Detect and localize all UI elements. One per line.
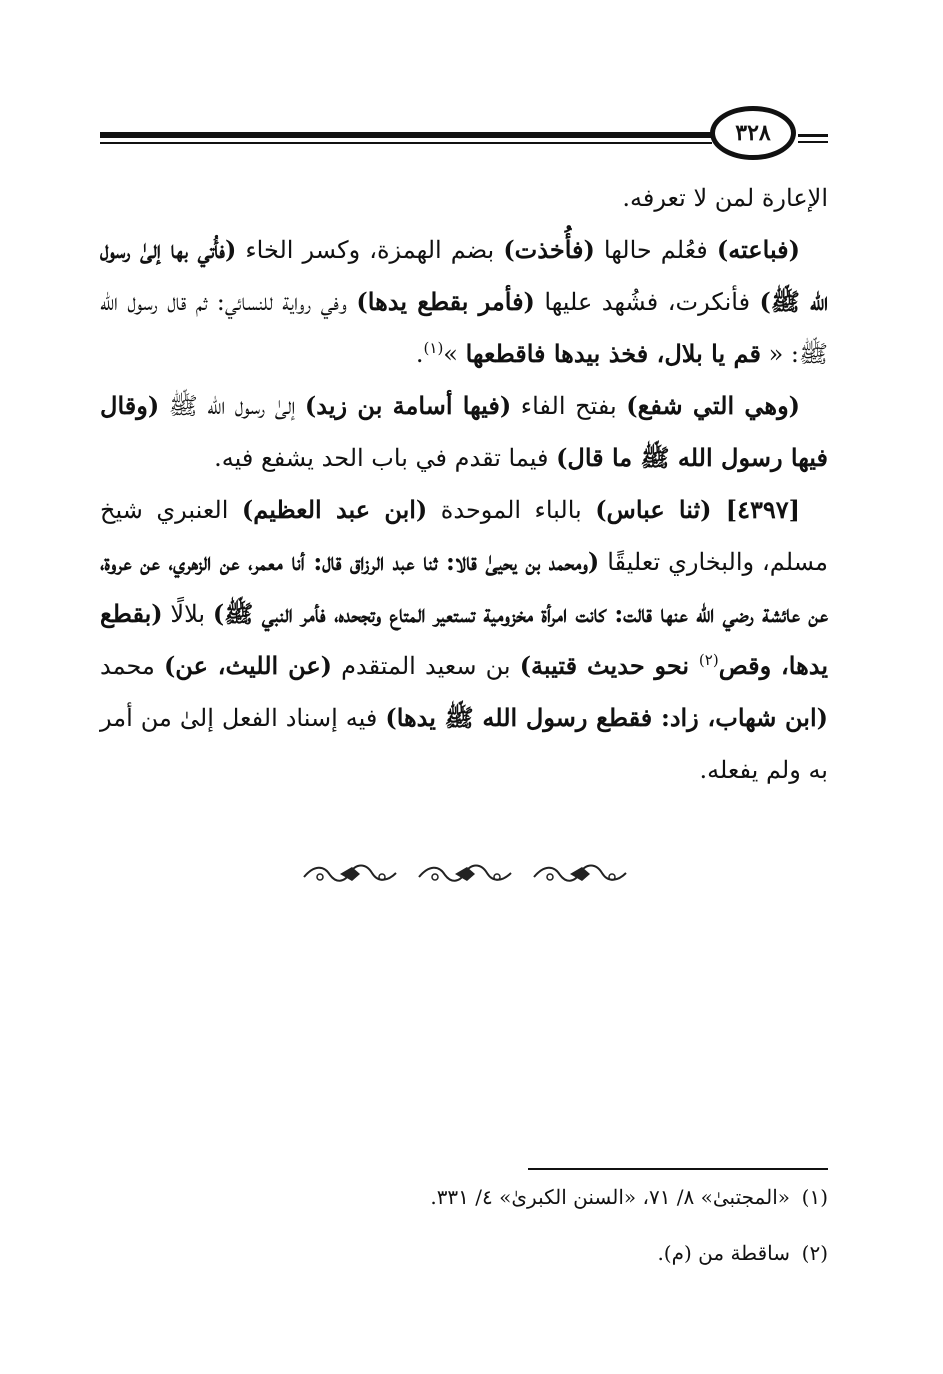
- text-run: فعُلم حالها: [594, 236, 717, 264]
- text-run: إلىٰ رسول الله ﷺ: [159, 392, 305, 420]
- text-run: بالباء الموحدة: [427, 496, 596, 524]
- paragraph: [100, 380, 828, 484]
- paragraph: [100, 172, 828, 224]
- footnote: [100, 1238, 828, 1268]
- ornament-icon: [300, 859, 400, 889]
- page-number: ٣٢٨: [710, 106, 796, 160]
- paragraph: [100, 484, 828, 796]
- bold-text-run: (ابن عبد العظيم): [241, 495, 428, 524]
- bold-text-run: قم يا بلال، فخذ بيدها فاقطعها: [465, 339, 761, 368]
- ornament-icon: [530, 859, 630, 889]
- header-rule-thin: [100, 142, 712, 144]
- paragraph: [100, 224, 828, 380]
- text-run: الإعارة لمن لا تعرفه.: [622, 184, 828, 212]
- footnote-marker: (٢): [698, 651, 719, 669]
- bold-text-run: (عن الليث، عن): [163, 651, 333, 680]
- section-ornament: [300, 856, 630, 892]
- text-run: »: [443, 340, 466, 368]
- footnote-number: (١): [801, 1185, 828, 1209]
- text-run: بفتح الفاء: [511, 392, 627, 420]
- footnote-text: «المجتبىٰ» ٨/ ٧١، «السنن الكبرىٰ» ٤/ ٣٣١.: [430, 1185, 790, 1209]
- text-run: وفي رواية للنسائي: ثم قال رسول الله ﷺ: «: [100, 288, 828, 368]
- bold-text-run: (فباعته): [716, 235, 801, 264]
- text-run: فيه إسناد الفعل إلىٰ من أمر به ولم يفعله.: [100, 704, 828, 784]
- footnote: [100, 1182, 828, 1212]
- page-header: [100, 106, 828, 166]
- bold-text-run: [٤٣٩٧] (ثنا عباس): [595, 495, 801, 524]
- footnote-separator: [528, 1168, 828, 1170]
- text-run: بن سعيد المتقدم: [332, 652, 520, 680]
- text-run: فيما تقدم في باب الحد يشفع فيه.: [214, 444, 557, 472]
- text-run: فأنكرت، فشُهد عليها: [534, 288, 760, 316]
- bold-text-run: (فأُتي بها إلىٰ رسول الله ﷺ): [100, 235, 828, 316]
- text-run: محمد: [100, 652, 164, 680]
- bold-text-run: (ابن شهاب، زاد: فقطع رسول الله ﷺ يدها): [385, 703, 829, 732]
- header-rule: [100, 132, 712, 138]
- bold-text-run: (فأمر بقطع يدها): [356, 287, 535, 316]
- bold-text-run: (ومحمد بن يحيىٰ قالا: ثنا عبد الرزاق قال: أنا معمر، عن الزهري، عن عروة، عن عائشة رضي الله عنها قالت: كانت امرأة مخزومية تستعير المتاع وتجحده، فأمر النبي ﷺ): [100, 547, 829, 628]
- footnote-text: ساقطة من (م).: [657, 1241, 790, 1265]
- text-run: العنبري شيخ مسلم، والبخاري تعليقًا: [100, 496, 828, 576]
- text-run: بضم الهمزة، وكسر الخاء: [236, 236, 504, 264]
- bold-text-run: (فيها أسامة بن زيد): [304, 391, 512, 420]
- footnote-marker: (١): [423, 339, 444, 357]
- main-text: [100, 172, 828, 796]
- header-rule-right-thin: [798, 141, 828, 143]
- footnotes: [100, 1182, 828, 1294]
- bold-text-run: (فأُخذت): [503, 235, 595, 264]
- text-run: .: [415, 340, 424, 368]
- bold-text-run: (وقال فيها رسول الله ﷺ ما قال): [100, 391, 828, 472]
- text-run: بلالًا: [162, 600, 213, 628]
- header-rule-right: [798, 134, 828, 137]
- ornament-icon: [415, 859, 515, 889]
- bold-text-run: نحو حديث قتيبة): [519, 651, 699, 680]
- footnote-number: (٢): [801, 1241, 828, 1265]
- bold-text-run: (بقطع يدها، وقص: [100, 599, 829, 680]
- bold-text-run: (وهي التي شفع): [626, 391, 801, 420]
